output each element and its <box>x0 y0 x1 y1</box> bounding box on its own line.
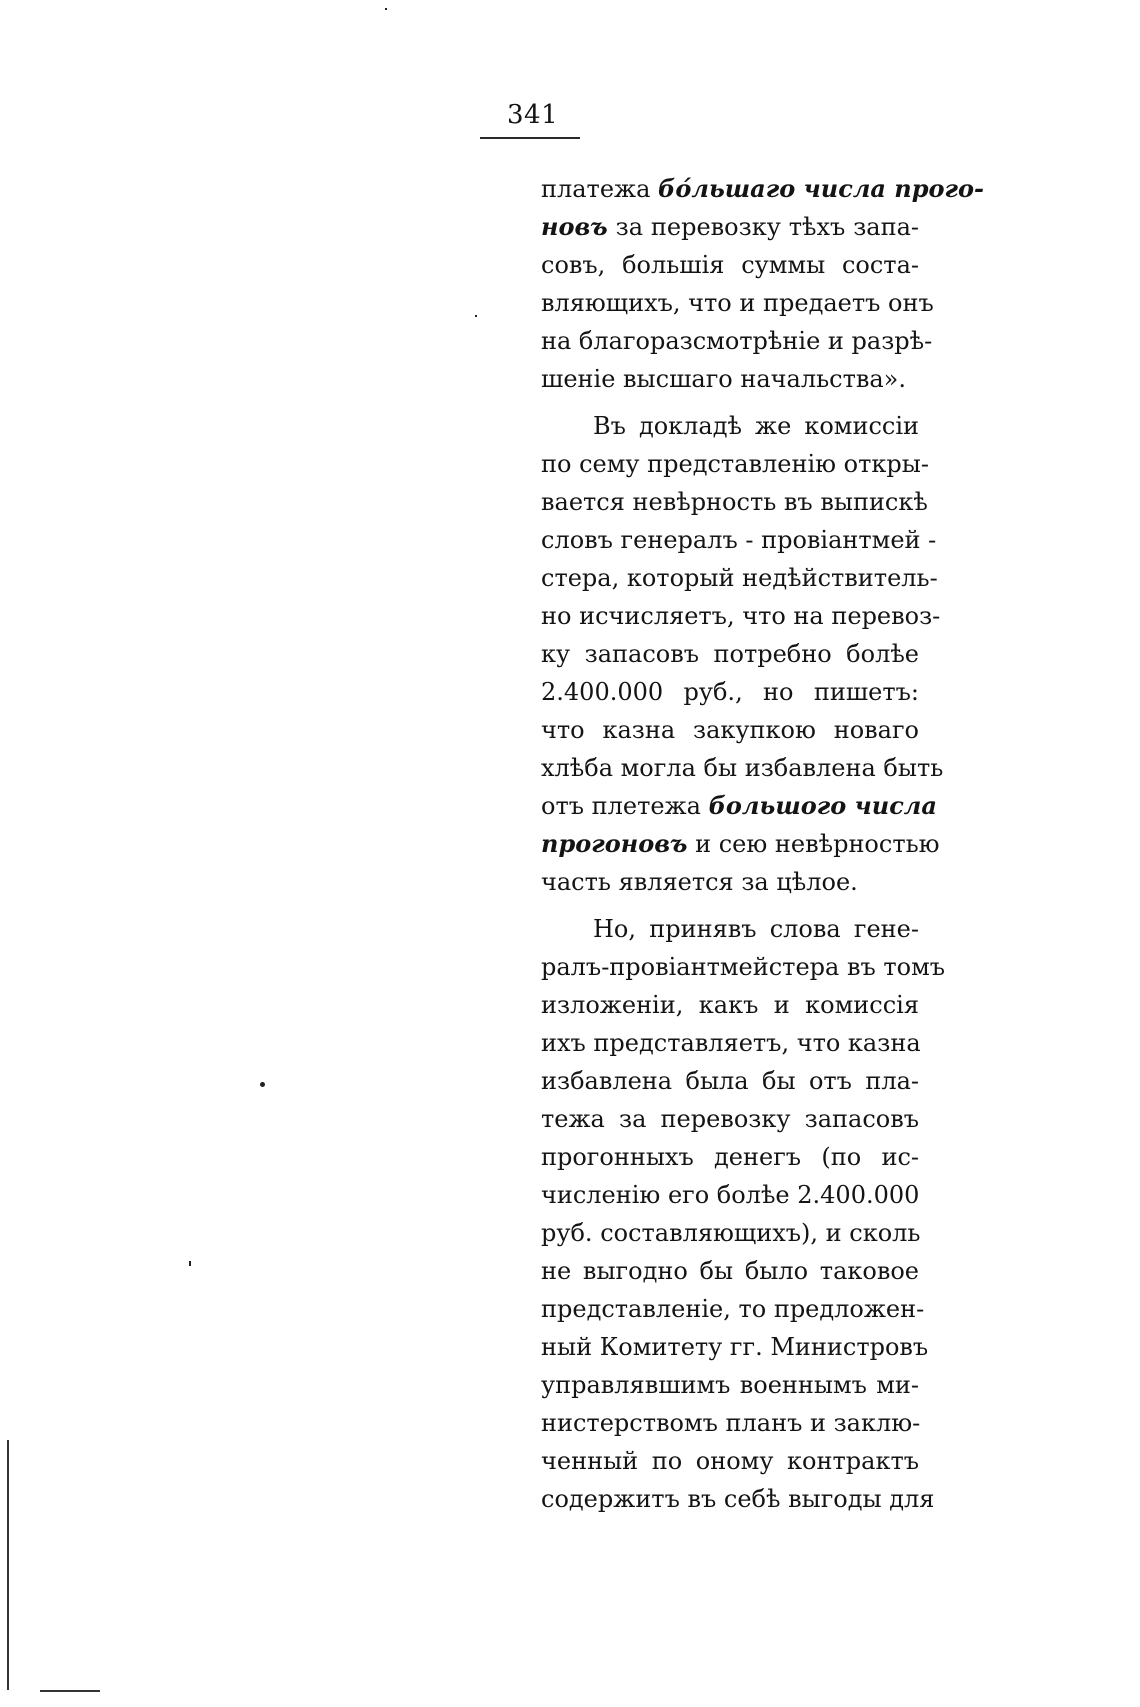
text-line <box>541 597 941 635</box>
text-line <box>541 986 919 1024</box>
text-line <box>541 1480 935 1518</box>
line-text: совъ, большія суммы соста- <box>541 251 919 279</box>
line-text: платежа <box>541 175 659 203</box>
print-speck <box>189 1261 191 1266</box>
text-line <box>541 910 919 948</box>
text-line <box>541 208 919 246</box>
text-line <box>541 1290 925 1328</box>
line-text: вается невѣрность въ выпискѣ <box>541 488 928 516</box>
line-text: 2.400.000 руб., но пишетъ: <box>541 678 919 706</box>
text-line <box>541 1024 919 1062</box>
text-line <box>541 322 933 360</box>
text-line <box>541 1100 919 1138</box>
page-number-rule <box>480 137 580 139</box>
text-line <box>541 787 937 825</box>
line-text: что казна закупкою новаго <box>541 716 919 744</box>
line-italic-text: прогоновъ <box>541 829 688 858</box>
text-line <box>541 1062 919 1100</box>
line-text: но исчисляетъ, что на перевоз- <box>541 602 941 630</box>
line-text: шеніе высшаго начальства». <box>541 365 906 393</box>
text-line <box>541 825 940 863</box>
text-line <box>541 360 919 398</box>
print-speck <box>385 8 387 10</box>
line-text: численію его болѣе 2.400.000 <box>541 1181 920 1209</box>
line-text: хлѣба могла бы избавлена быть <box>541 754 944 782</box>
line-text: нистерствомъ планъ и заклю- <box>541 1409 921 1437</box>
page-edge-line <box>7 1440 9 1690</box>
text-line <box>541 559 938 597</box>
text-column <box>541 170 984 1518</box>
text-line <box>541 635 919 673</box>
line-text: стера, который недѣйствитель- <box>541 564 938 592</box>
text-line <box>541 1442 919 1480</box>
print-speck <box>475 315 477 317</box>
line-text: ралъ-провіантмейстера въ томъ <box>541 953 946 981</box>
page-number: 341 <box>507 100 559 130</box>
line-text: изложеніи, какъ и комиссія <box>541 991 919 1019</box>
line-text: избавлена была бы отъ пла- <box>541 1067 919 1095</box>
line-text: тежа за перевозку запасовъ <box>541 1105 919 1133</box>
line-italic-text: новъ <box>541 212 608 241</box>
text-line <box>541 1252 919 1290</box>
line-text: и сею невѣрностью <box>687 830 940 858</box>
text-line <box>541 863 919 901</box>
line-text: на благоразсмотрѣніе и разрѣ- <box>541 327 933 355</box>
line-text: ку запасовъ потребно болѣе <box>541 640 919 668</box>
text-line <box>541 1404 919 1442</box>
print-speck <box>260 1082 265 1087</box>
text-line <box>541 445 929 483</box>
text-line <box>541 1176 919 1214</box>
text-line <box>541 246 919 284</box>
line-italic-text: большого числа <box>708 791 937 820</box>
text-line <box>541 170 984 208</box>
text-line <box>541 1138 919 1176</box>
line-text: руб. составляющихъ), и сколь <box>541 1219 921 1247</box>
text-line <box>541 948 946 986</box>
text-line <box>541 483 928 521</box>
text-line <box>541 1328 929 1366</box>
line-text: Но, принявъ слова гене- <box>593 915 919 943</box>
text-line <box>541 673 919 711</box>
line-text: ный Комитету гг. Министровъ <box>541 1333 929 1361</box>
line-text: ихъ представляетъ, что казна <box>541 1029 921 1057</box>
text-line <box>541 1214 919 1252</box>
line-text: часть является за цѣлое. <box>541 868 858 896</box>
text-line <box>541 521 937 559</box>
line-text: управлявшимъ военнымъ ми- <box>541 1371 919 1399</box>
line-text: Въ докладѣ же комиссіи <box>593 412 919 440</box>
line-text: не выгодно бы было таковое <box>541 1257 919 1285</box>
text-line <box>541 711 919 749</box>
line-text: содержитъ въ себѣ выгоды для <box>541 1485 935 1513</box>
line-text: за перевозку тѣхъ запа- <box>607 213 919 241</box>
line-text: отъ плетежа <box>541 792 709 820</box>
line-text: представленіе, то предложен- <box>541 1295 925 1323</box>
line-italic-text: бо́льшаго числа прого- <box>658 174 984 203</box>
line-text: словъ генералъ - провіантмей - <box>541 526 937 554</box>
line-text: по сему представленію откры- <box>541 450 929 478</box>
text-line <box>541 284 934 322</box>
line-text: ченный по оному контрактъ <box>541 1447 919 1475</box>
text-line <box>541 1366 919 1404</box>
line-text: прогонныхъ денегъ (по ис- <box>541 1143 919 1171</box>
page-edge-line <box>40 1690 100 1692</box>
text-line <box>541 749 944 787</box>
line-text: вляющихъ, что и предаетъ онъ <box>541 289 934 317</box>
text-line <box>541 407 919 445</box>
